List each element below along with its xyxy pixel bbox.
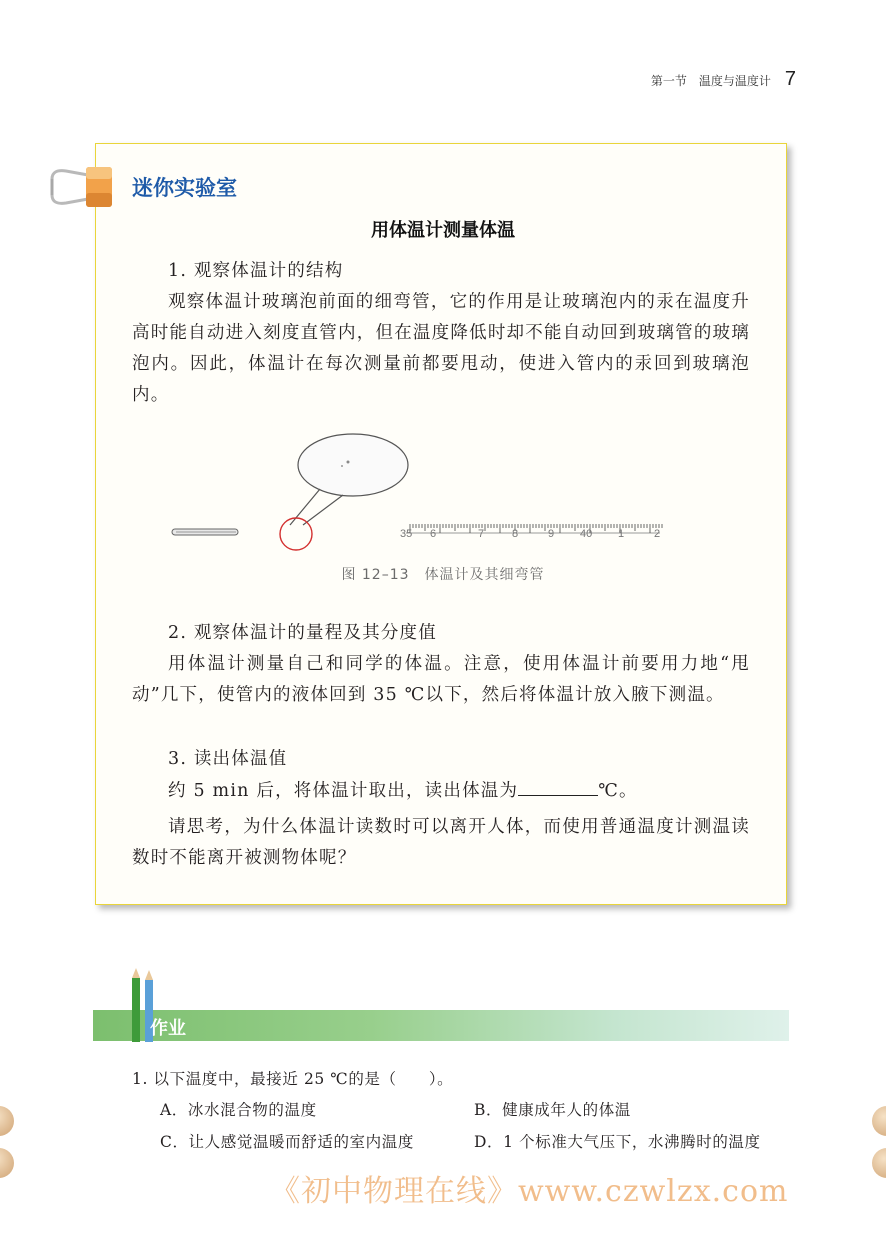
watermark: 《初中物理在线》www.czwlzx.com <box>270 1174 789 1209</box>
page-header <box>651 68 796 91</box>
scale-label: 8 <box>512 528 519 540</box>
option-d[interactable]: D．1 个标准大气压下，水沸腾时的温度 <box>474 1133 761 1151</box>
page-number: 7 <box>784 68 796 90</box>
scale-label: 7 <box>478 528 485 540</box>
experiment-title: 用体温计测量体温 <box>371 220 515 241</box>
answer-blank[interactable] <box>518 777 598 796</box>
mini-lab-title: 迷你实验室 <box>132 176 237 200</box>
scale-label: 40 <box>580 528 593 540</box>
page-tab-circle <box>872 1106 886 1136</box>
binder-clip-icon <box>48 163 120 211</box>
homework-title: 作业 <box>150 1018 186 1039</box>
think-question: 请思考，为什么体温计读数时可以离开人体，而使用普通温度计测温读数时不能离开被测物体呢？ <box>132 817 750 868</box>
section-title: 第一节 温度与温度计 <box>650 74 771 88</box>
page-tab-circle <box>0 1148 14 1178</box>
step-3-heading: 3. 读出体温值 <box>168 749 288 769</box>
step-2-paragraph: 用体温计测量自己和同学的体温。注意，使用体温计前要用力地“甩动”几下，使管内的液体回到 35 ℃以下，然后将体温计放入腋下测温。 <box>132 654 750 705</box>
scale-label: 6 <box>430 528 437 540</box>
option-c[interactable]: C．让人感觉温暖而舒适的室内温度 <box>160 1133 414 1151</box>
step-3-text-after: ℃。 <box>598 781 638 801</box>
option-a[interactable]: A．冰水混合物的温度 <box>160 1101 317 1119</box>
step-2-heading: 2. 观察体温计的量程及其分度值 <box>168 623 437 643</box>
scale-label: 35 <box>400 528 413 540</box>
page-tab-circle <box>0 1106 14 1136</box>
option-b[interactable]: B．健康成年人的体温 <box>474 1101 631 1119</box>
scale-label: 1 <box>618 528 625 540</box>
step-1-paragraph: 观察体温计玻璃泡前面的细弯管，它的作用是让玻璃泡内的汞在温度升高时能自动进入刻度直管内，但在温度降低时却不能自动回到玻璃管的玻璃泡内。因此，体温计在每次测量前都要甩动，使进入管内的汞回到玻璃泡内。 <box>132 292 750 405</box>
step-3-paragraph <box>132 776 750 807</box>
step-3-text-before: 约 5 min 后，将体温计取出，读出体温为 <box>168 781 519 801</box>
question-1: 1. 以下温度中，最接近 25 ℃的是（ ）。 <box>132 1070 454 1088</box>
figure-caption: 图 12–13 体温计及其细弯管 <box>341 567 545 583</box>
homework-bar <box>93 1010 789 1041</box>
step-1-heading: 1. 观察体温计的结构 <box>168 261 344 281</box>
scale-label: 2 <box>654 528 661 540</box>
scale-label: 9 <box>548 528 555 540</box>
page-tab-circle <box>872 1148 886 1178</box>
thermometer-figure <box>160 430 680 560</box>
